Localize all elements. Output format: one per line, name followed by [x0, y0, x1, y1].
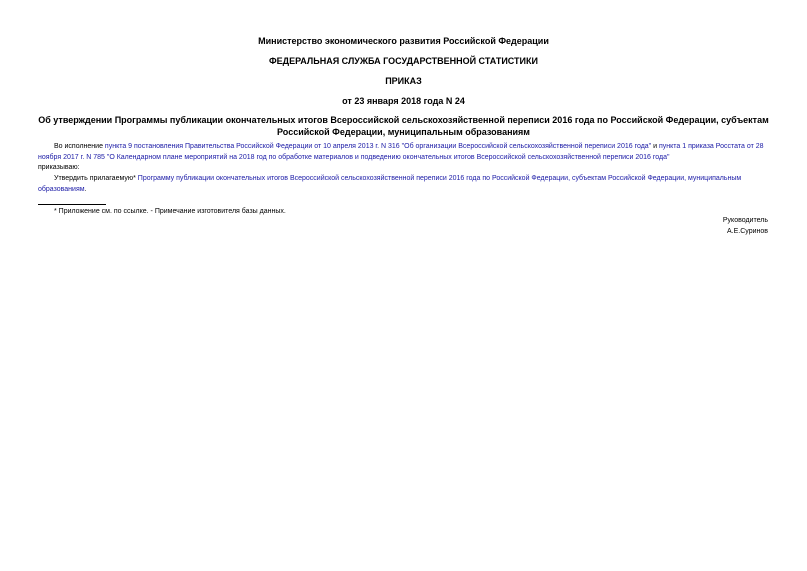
order-word: приказываю:: [38, 164, 80, 171]
approve-paragraph: [38, 174, 773, 195]
order-785-link[interactable]: пункта 1 приказа Росстата от 28 ноября 2017 г. N 785 "О Календарном плане мероприятий на 2018 год по обработке материалов и подведению окончательных итогов Всероссийской сельскохозяйственной переписи 2016 года": [38, 143, 764, 161]
footnote-divider: [38, 204, 106, 205]
program-link[interactable]: Программу публикации окончательных итогов Всероссийской сельскохозяйственной переписи 2016 года по Российской Федерации, субъектам Российской Федерации, муниципальным образованиям: [38, 175, 742, 193]
date-number-heading: от 23 января 2018 года N 24: [342, 96, 465, 106]
preamble-text-1: Во исполнение: [54, 143, 105, 150]
signature-title: Руководитель: [722, 217, 768, 224]
ministry-heading: Министерство экономического развития Российской Федерации: [258, 36, 549, 46]
preamble-paragraph: [38, 142, 773, 163]
doc-type-heading: ПРИКАЗ: [385, 76, 422, 86]
signature-name: А.Е.Суринов: [727, 228, 768, 235]
footnote: * Приложение см. по ссылке. - Примечание изготовителя базы данных.: [54, 208, 286, 215]
preamble-text-2: и: [651, 143, 659, 150]
document-title: Об утверждении Программы публикации окончательных итогов Всероссийской сельскохозяйственной переписи 2016 года по Российской Федерации, субъектам Российской Федерации, муниципальным образованиям: [38, 115, 769, 137]
approve-text-1: Утвердить прилагаемую*: [54, 175, 138, 182]
resolution-316-link[interactable]: пункта 9 постановления Правительства Российской Федерации от 10 апреля 2013 г. N 316 "Об организации Всероссийской сельскохозяйственной переписи 2016 года": [104, 143, 652, 150]
agency-heading: ФЕДЕРАЛЬНАЯ СЛУЖБА ГОСУДАРСТВЕННОЙ СТАТИСТИКИ: [269, 56, 538, 66]
approve-text-2: .: [84, 185, 87, 193]
